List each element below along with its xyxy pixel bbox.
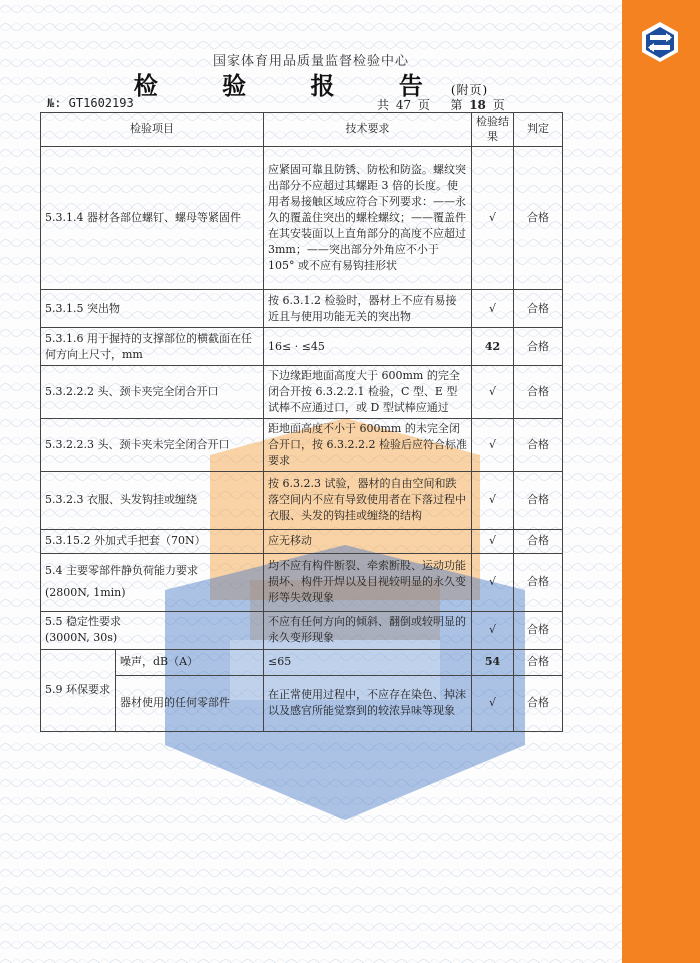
table-row <box>41 290 563 328</box>
table-row <box>41 675 563 731</box>
judgement-cell: 合格 <box>514 471 563 529</box>
judgement-cell: 合格 <box>514 675 563 731</box>
item-cell: 5.3.2.2.2 头、颈卡夹完全闭合开口 <box>41 366 264 419</box>
result-cell: √ <box>472 147 514 290</box>
requirement-cell: 应无移动 <box>264 529 472 553</box>
header-requirement: 技术要求 <box>264 113 472 147</box>
item-cell: 5.3.2.3 衣服、头发钩挂或缠绕 <box>41 471 264 529</box>
requirement-cell: 16≤ · ≤45 <box>264 328 472 366</box>
report-title-text: 检 验 报 告 <box>133 71 451 100</box>
table-row <box>41 418 563 471</box>
orange-side-stripe <box>622 0 700 963</box>
item-cell: 5.3.15.2 外加式手把套（70N） <box>41 529 264 553</box>
result-cell: √ <box>472 553 514 611</box>
table-row <box>41 328 563 366</box>
result-cell: √ <box>472 529 514 553</box>
report-number: №: GT1602193 <box>47 96 134 110</box>
item-cell <box>41 553 264 611</box>
judgement-cell: 合格 <box>514 290 563 328</box>
judgement-cell: 合格 <box>514 418 563 471</box>
header-item: 检验项目 <box>41 113 264 147</box>
result-cell: 42 <box>472 328 514 366</box>
requirement-cell: 不应有任何方向的倾斜、翻倒或较明显的永久变形现象 <box>264 611 472 649</box>
table-row <box>41 366 563 419</box>
header-result: 检验结果 <box>472 113 514 147</box>
page-prefix: 第 <box>450 98 463 112</box>
result-cell: √ <box>472 418 514 471</box>
table-row <box>41 471 563 529</box>
item-cell: 器材使用的任何零部件 <box>116 675 264 731</box>
page-info <box>377 96 505 113</box>
item-line-2: (3000N, 30s) <box>45 631 118 645</box>
requirement-cell: 下边缘距地面高度大于 600mm 的完全闭合开按 6.3.2.2.1 检验，C 型、E 型试棒不应通过口，或 D 型试棒应通过 <box>264 366 472 419</box>
requirement-cell: 按 6.3.2.3 试验，器材的自由空间和跌落空间内不应有导致使用者在下落过程中衣服、头发的钩挂或缠绕的结构 <box>264 471 472 529</box>
judgement-cell: 合格 <box>514 553 563 611</box>
page-number: 18 <box>469 98 486 112</box>
item-cell: 5.3.1.5 突出物 <box>41 290 264 328</box>
table-row <box>41 649 563 675</box>
table-row <box>41 529 563 553</box>
report-title-suffix: (附页) <box>450 83 489 97</box>
table-row <box>41 553 563 611</box>
page-suffix: 页 <box>492 98 505 112</box>
item-cell <box>41 611 264 649</box>
item-line: 5.4 主要零部件静负荷能力要求 <box>45 564 198 578</box>
judgement-cell: 合格 <box>514 529 563 553</box>
result-cell: 54 <box>472 649 514 675</box>
item-line: 5.5 稳定性要求 <box>45 615 121 629</box>
table-row <box>41 611 563 649</box>
result-cell: √ <box>472 675 514 731</box>
requirement-cell: 按 6.3.1.2 检验时，器材上不应有易接近且与使用功能无关的突出物 <box>264 290 472 328</box>
item-cell: 5.3.1.6 用于握持的支撑部位的横截面在任何方向上尺寸，mm <box>41 328 264 366</box>
judgement-cell: 合格 <box>514 366 563 419</box>
judgement-cell: 合格 <box>514 147 563 290</box>
inspection-table <box>40 112 563 732</box>
organization-name: 国家体育用品质量监督检验中心 <box>212 54 409 69</box>
group-cell: 5.9 环保要求 <box>41 649 116 731</box>
item-cell: 噪声，dB（A） <box>116 649 264 675</box>
total-pages: 共 47 页 <box>377 98 430 112</box>
result-cell: √ <box>472 471 514 529</box>
table-row <box>41 147 563 290</box>
requirement-cell: 应紧固可靠且防锈、防松和防盗。螺纹突出部分不应超过其螺距 3 倍的长度。使用者易接触区域应符合下列要求：——永久的覆盖住突出的螺栓螺纹；——覆盖件在其安装面以上直角部分的高度不应超过 3mm；——突出部分外角应不小于 105° 或不应有易钩挂形状 <box>264 147 472 290</box>
item-line-2: (2800N, 1min) <box>45 586 126 600</box>
requirement-cell: 距地面高度不小于 600mm 的未完全闭合开口，按 6.3.2.2.2 检验后应符合标准要求 <box>264 418 472 471</box>
header-judgement: 判定 <box>514 113 563 147</box>
item-cell: 5.3.2.2.3 头、颈卡夹未完全闭合开口 <box>41 418 264 471</box>
requirement-cell: 在正常使用过程中，不应存在染色、掉沫以及感官所能觉察到的较浓异味等现象 <box>264 675 472 731</box>
result-cell: √ <box>472 366 514 419</box>
result-cell: √ <box>472 611 514 649</box>
requirement-cell: ≤65 <box>264 649 472 675</box>
result-cell: √ <box>472 290 514 328</box>
requirement-cell: 均不应有构件断裂、牵索断股、运动功能损坏、构件开焊以及目视较明显的永久变形等失效现象 <box>264 553 472 611</box>
table-header-row <box>41 113 563 147</box>
judgement-cell: 合格 <box>514 611 563 649</box>
judgement-cell: 合格 <box>514 649 563 675</box>
item-cell: 5.3.1.4 器材各部位螺钉、螺母等紧固件 <box>41 147 264 290</box>
judgement-cell: 合格 <box>514 328 563 366</box>
